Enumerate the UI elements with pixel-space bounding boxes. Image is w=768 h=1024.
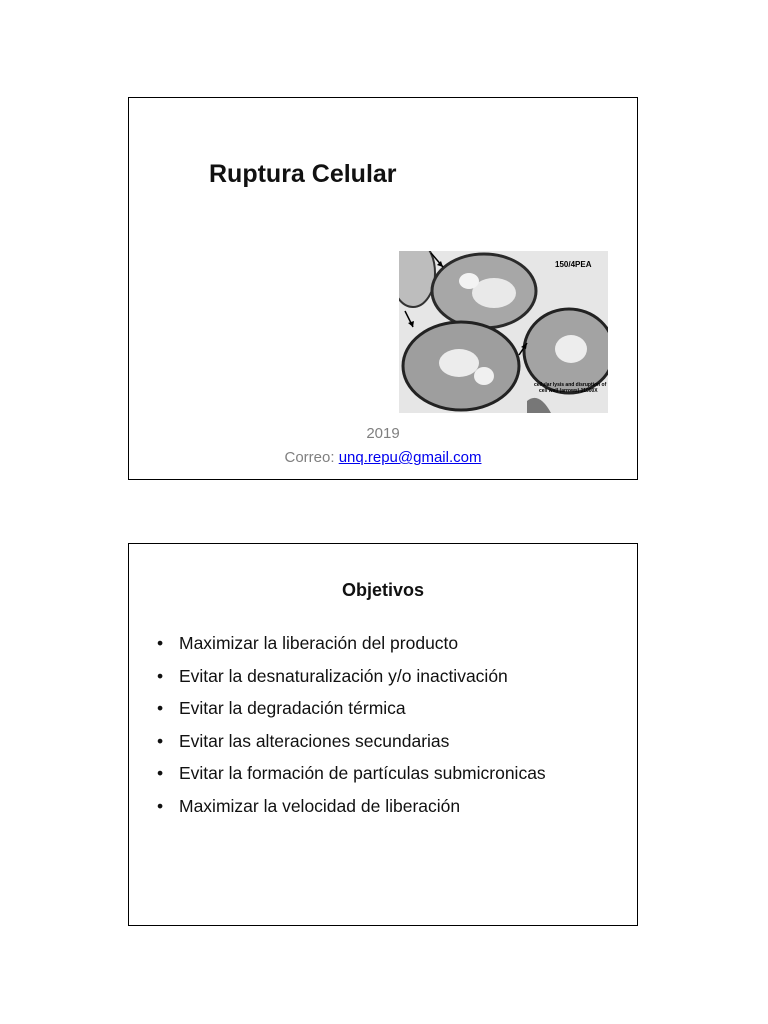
email-label: Correo: xyxy=(284,449,339,466)
bullet-icon: • xyxy=(157,665,164,686)
list-item: • Evitar las alteraciones secundarias xyxy=(157,730,450,751)
list-item: • Evitar la formación de partículas submicronicas xyxy=(157,763,546,783)
slide-title xyxy=(128,97,638,480)
list-item: • Evitar la desnaturalización y/o inactivación xyxy=(157,665,508,686)
micrograph-image xyxy=(399,251,608,413)
list-item: • Evitar la degradación térmica xyxy=(157,698,406,718)
micrograph-tag: 150/4PEA xyxy=(555,260,592,269)
bullet-icon: • xyxy=(157,730,164,751)
micrograph-caption-line1: cellular lysis and disruption of xyxy=(534,382,607,388)
slide-title-heading: Ruptura Celular xyxy=(209,160,397,188)
slide-year: 2019 xyxy=(366,425,400,442)
bullet-icon: • xyxy=(157,795,164,816)
micrograph-caption-line2: cell wall (arrows) 11000X xyxy=(539,388,598,394)
objectives-heading: Objetivos xyxy=(341,580,425,600)
list-item: • Maximizar la liberación del producto xyxy=(157,633,459,653)
bullet-icon: • xyxy=(157,763,164,783)
email-link[interactable]: unq.repu@gmail.com xyxy=(338,449,482,466)
slide-objectives xyxy=(128,543,638,926)
list-item: • Maximizar la velocidad de liberación xyxy=(157,795,461,816)
slide-contact xyxy=(129,449,637,466)
bullet-icon: • xyxy=(157,633,164,653)
objectives-list xyxy=(153,632,623,827)
bullet-icon: • xyxy=(157,698,164,718)
